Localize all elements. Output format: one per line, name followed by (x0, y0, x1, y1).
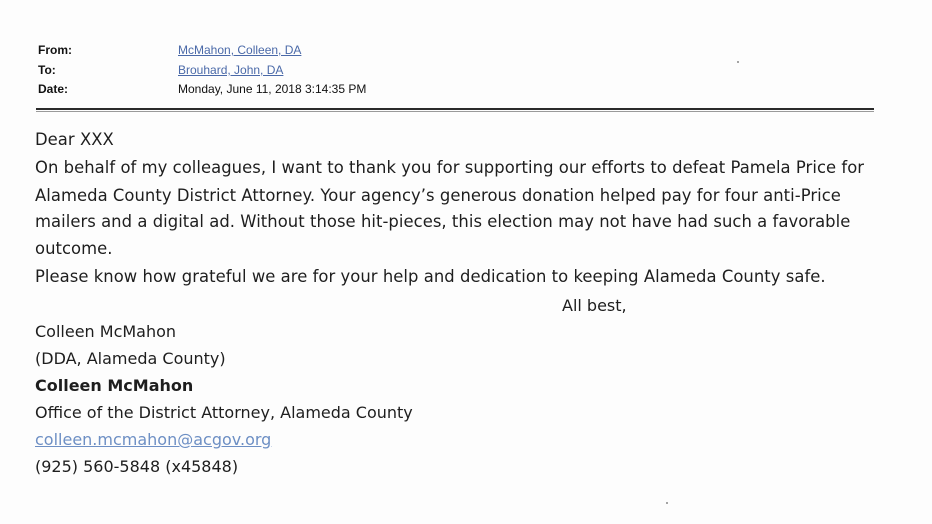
body-line-3: mailers and a digital ad. Without those hit-pieces, this election may not have had such a favorable (35, 212, 851, 231)
signature-name: Colleen McMahon (35, 322, 177, 341)
header-divider-thin (36, 111, 874, 112)
greeting: Dear XXX (35, 130, 114, 149)
signature-title: (DDA, Alameda County) (35, 349, 226, 368)
signature-bold-name: Colleen McMahon (35, 376, 194, 395)
to-label: To: (38, 63, 56, 77)
to-link[interactable]: Brouhard, John, DA (178, 63, 284, 77)
date-label: Date: (38, 82, 69, 96)
scan-speck (666, 502, 668, 504)
signature-office: Office of the District Attorney, Alameda County (35, 403, 413, 422)
from-label: From: (38, 43, 72, 57)
signature-email-link[interactable]: colleen.mcmahon@acgov.org (35, 430, 272, 449)
body-line-4: outcome. (35, 239, 113, 258)
body-line-5: Please know how grateful we are for your help and dedication to keeping Alameda County safe. (35, 267, 826, 286)
body-line-2: Alameda County District Attorney. Your agency’s generous donation helped pay for four anti-Price (35, 186, 841, 205)
scan-speck (737, 61, 739, 63)
signoff: All best, (562, 296, 627, 315)
body-line-1: On behalf of my colleagues, I want to thank you for supporting our efforts to defeat Pamela Price for (35, 158, 865, 177)
date-value: Monday, June 11, 2018 3:14:35 PM (178, 82, 367, 96)
header-divider (36, 108, 874, 110)
signature-phone: (925) 560-5848 (x45848) (35, 457, 239, 476)
from-link[interactable]: McMahon, Colleen, DA (178, 43, 302, 57)
